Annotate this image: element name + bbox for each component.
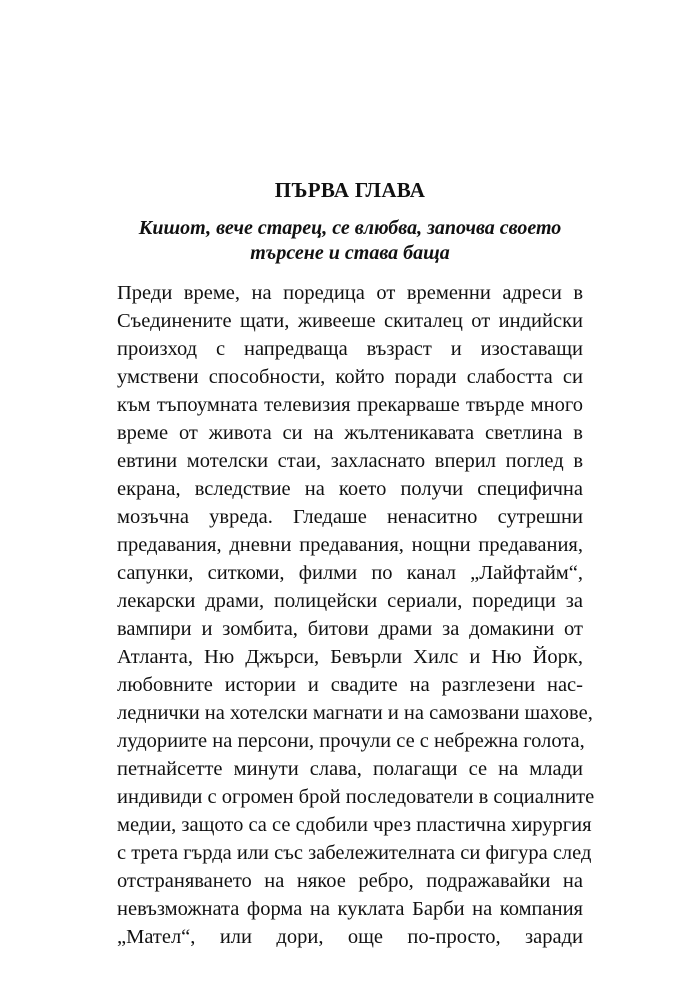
text-line: предавания, дневни предавания, нощни предавания, xyxy=(117,534,583,556)
text-line: мозъчна увреда. Гледаше ненаситно сутрешни xyxy=(117,506,583,528)
chapter-subtitle xyxy=(120,216,580,266)
text-line: медии, защото са се сдобили чрез пластична хирургия xyxy=(117,814,592,836)
text-line: Съединените щати, живееше скиталец от индийски xyxy=(117,310,583,332)
subtitle-line: търсене и става баща xyxy=(250,242,450,264)
text-line: невъзможната форма на куклата Барби на компания xyxy=(117,898,583,920)
text-line: любовните истории и свадите на разглезени нас- xyxy=(117,674,583,696)
subtitle-line: Кишот, вече старец, се влюбва, започва своето xyxy=(138,217,562,239)
body-paragraph xyxy=(117,279,595,951)
text-line: „Мател“, или дори, още по-просто, заради xyxy=(117,926,583,948)
text-line: екрана, вследствие на което получи специфична xyxy=(117,478,583,500)
text-line: евтини мотелски стаи, захласнато вперил поглед в xyxy=(117,450,583,472)
text-line: индивиди с огромен брой последователи в социалните xyxy=(117,786,595,808)
text-line: сапунки, ситкоми, филми по канал „Лайфтайм“, xyxy=(117,562,583,584)
text-line: леднички на хотелски магнати и на самозвани шахове, xyxy=(117,702,593,724)
text-line: с трета гърда или със забележителната си фигура след xyxy=(117,842,592,864)
chapter-title: ПЪРВА ГЛАВА xyxy=(274,178,426,202)
text-line: отстраняването на някое ребро, подражавайки на xyxy=(117,870,583,892)
text-line: към тъпоумната телевизия прекарваше твърде много xyxy=(117,394,583,416)
text-line: Атланта, Ню Джърси, Бевърли Хилс и Ню Йорк, xyxy=(117,646,583,668)
text-line: лекарски драми, полицейски сериали, поредици за xyxy=(117,590,583,612)
text-line: лудориите на персони, прочули се с небрежна голота, xyxy=(117,730,585,752)
text-line: петнайсетте минути слава, полагащи се на млади xyxy=(117,758,583,780)
text-line: вампири и зомбита, битови драми за домакини от xyxy=(117,618,583,640)
text-line: произход с напредваща възраст и изоставащи xyxy=(117,338,583,360)
text-line: Преди време, на поредица от временни адреси в xyxy=(117,282,583,304)
text-line: умствени способности, който поради слабостта си xyxy=(117,366,583,388)
text-line: време от живота си на жълтеникавата светлина в xyxy=(117,422,583,444)
